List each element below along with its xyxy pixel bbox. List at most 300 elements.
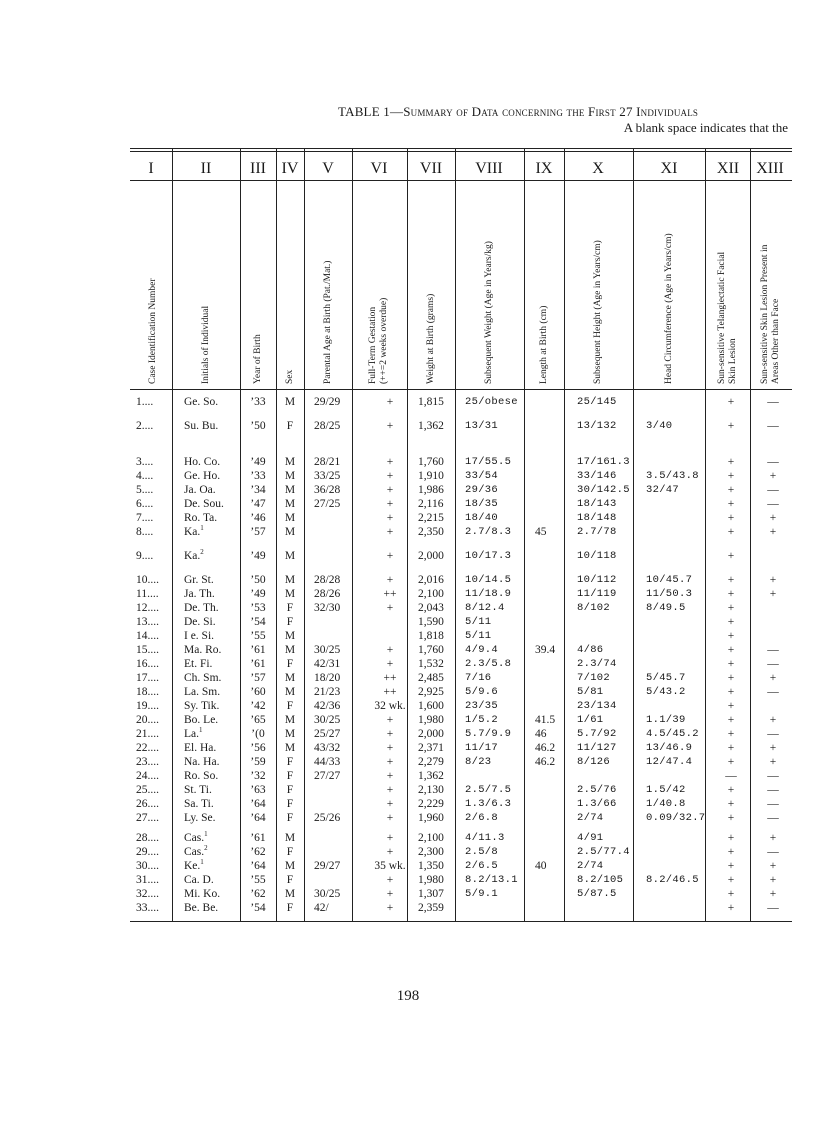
head-circumference: 3.5/43.8 bbox=[646, 470, 699, 482]
year-of-birth: ’61 bbox=[250, 644, 266, 656]
birth-weight: 1,307 bbox=[418, 888, 444, 900]
initials: Su. Bu. bbox=[184, 420, 219, 432]
column-number: XI bbox=[660, 160, 678, 177]
facial-lesion: + bbox=[727, 512, 735, 524]
initials: Na. Ha. bbox=[184, 756, 220, 768]
subsequent-height: 2.3/74 bbox=[577, 658, 617, 670]
facial-lesion: + bbox=[727, 574, 735, 586]
birth-weight: 1,815 bbox=[418, 396, 444, 408]
birth-weight: 2,000 bbox=[418, 550, 444, 562]
facial-lesion: + bbox=[727, 550, 735, 562]
birth-weight: 2,000 bbox=[418, 728, 444, 740]
birth-weight: 2,229 bbox=[418, 798, 444, 810]
head-circumference: 8.2/46.5 bbox=[646, 874, 699, 886]
sex: F bbox=[286, 784, 294, 796]
other-lesion: — bbox=[767, 420, 779, 432]
column-number: IX bbox=[535, 160, 553, 177]
initials: Bo. Le. bbox=[184, 714, 219, 726]
other-lesion: + bbox=[769, 714, 777, 726]
birth-length: 46.2 bbox=[535, 756, 556, 768]
birth-weight: 2,279 bbox=[418, 756, 444, 768]
table-title bbox=[338, 104, 698, 120]
year-of-birth: ’49 bbox=[250, 550, 266, 562]
sex: F bbox=[286, 846, 294, 858]
footnote-marker: 1 bbox=[199, 726, 203, 734]
sex: M bbox=[284, 630, 296, 642]
subsequent-height: 7/102 bbox=[577, 672, 611, 684]
column-header: Sex bbox=[285, 369, 295, 384]
initials: Ja. Oa. bbox=[184, 484, 216, 496]
column-number: V bbox=[322, 160, 334, 177]
initials: La. Sm. bbox=[184, 686, 221, 698]
subsequent-height: 2.7/78 bbox=[577, 526, 617, 538]
birth-weight: 2,300 bbox=[418, 846, 444, 858]
subsequent-weight: 5/9.6 bbox=[465, 686, 499, 698]
facial-lesion: + bbox=[727, 396, 735, 408]
birth-weight: 2,116 bbox=[418, 498, 444, 510]
year-of-birth: ’53 bbox=[250, 602, 266, 614]
footnote-marker: 2 bbox=[200, 548, 204, 556]
facial-lesion: + bbox=[727, 832, 735, 844]
other-lesion: — bbox=[767, 396, 779, 408]
other-lesion: + bbox=[769, 756, 777, 768]
subsequent-weight: 5/11 bbox=[465, 616, 492, 628]
other-lesion: + bbox=[769, 512, 777, 524]
facial-lesion: + bbox=[727, 658, 735, 670]
subsequent-height: 4/91 bbox=[577, 832, 604, 844]
gestation: + bbox=[386, 644, 394, 656]
birth-length: 40 bbox=[535, 860, 547, 872]
column-separator bbox=[407, 149, 408, 922]
initials: Sa. Ti. bbox=[184, 798, 214, 810]
column-header: Weight at Birth (grams) bbox=[426, 293, 436, 384]
bottom-rule bbox=[130, 921, 792, 922]
column-separator bbox=[633, 149, 634, 922]
gestation: + bbox=[386, 470, 394, 482]
parental-age: 28/25 bbox=[314, 420, 341, 432]
facial-lesion: + bbox=[727, 470, 735, 482]
gestation: ++ bbox=[383, 672, 397, 684]
gestation: + bbox=[386, 420, 394, 432]
case-id: 22.... bbox=[136, 742, 159, 754]
sex: M bbox=[284, 574, 296, 586]
subsequent-weight: 2/6.8 bbox=[465, 812, 499, 824]
sex: M bbox=[284, 714, 296, 726]
facial-lesion: + bbox=[727, 420, 735, 432]
case-id: 7.... bbox=[136, 512, 154, 524]
column-header: Length at Birth (cm) bbox=[539, 305, 549, 384]
case-id: 12.... bbox=[136, 602, 159, 614]
subsequent-weight: 10/17.3 bbox=[465, 550, 512, 562]
sex: M bbox=[284, 396, 296, 408]
case-id: 24.... bbox=[136, 770, 159, 782]
initials: Ge. So. bbox=[184, 396, 219, 408]
birth-weight: 2,350 bbox=[418, 526, 444, 538]
gestation: + bbox=[386, 888, 394, 900]
case-id: 31.... bbox=[136, 874, 159, 886]
subsequent-height: 10/112 bbox=[577, 574, 617, 586]
gestation: + bbox=[386, 770, 394, 782]
initials: Cas.$^2$ bbox=[184, 844, 208, 858]
facial-lesion: + bbox=[727, 602, 735, 614]
year-of-birth: ’49 bbox=[250, 456, 266, 468]
parental-age: 29/29 bbox=[314, 396, 341, 408]
subsequent-height: 18/143 bbox=[577, 498, 617, 510]
column-number: VI bbox=[370, 160, 388, 177]
other-lesion: — bbox=[767, 902, 779, 914]
subsequent-height: 25/145 bbox=[577, 396, 617, 408]
other-lesion: — bbox=[767, 798, 779, 810]
sex: F bbox=[286, 874, 294, 886]
gestation: + bbox=[386, 512, 394, 524]
birth-weight: 1,760 bbox=[418, 456, 444, 468]
subsequent-weight: 2/6.5 bbox=[465, 860, 499, 872]
facial-lesion: + bbox=[727, 874, 735, 886]
facial-lesion: + bbox=[727, 714, 735, 726]
top-rule bbox=[130, 148, 792, 149]
subsequent-height: 11/127 bbox=[577, 742, 617, 754]
initials: Ge. Ho. bbox=[184, 470, 221, 482]
parental-age: 44/33 bbox=[314, 756, 341, 768]
other-lesion: — bbox=[767, 644, 779, 656]
other-lesion: — bbox=[767, 728, 779, 740]
other-lesion: + bbox=[769, 574, 777, 586]
parental-age: 36/28 bbox=[314, 484, 341, 496]
column-header: (++=2 weeks overdue) bbox=[379, 297, 389, 384]
birth-weight: 1,910 bbox=[418, 470, 444, 482]
year-of-birth: ’33 bbox=[250, 470, 266, 482]
birth-weight: 1,980 bbox=[418, 714, 444, 726]
head-circumference: 5/45.7 bbox=[646, 672, 686, 684]
sex: F bbox=[286, 756, 294, 768]
case-id: 8.... bbox=[136, 526, 154, 538]
column-header: Parental Age at Birth (Pat./Mat.) bbox=[323, 260, 333, 384]
numbers-rule bbox=[130, 180, 792, 181]
initials: Mi. Ko. bbox=[184, 888, 221, 900]
column-separator bbox=[352, 149, 353, 922]
birth-length: 46.2 bbox=[535, 742, 556, 754]
subsequent-weight: 25/obese bbox=[465, 396, 518, 408]
parental-age: 18/20 bbox=[314, 672, 341, 684]
parental-age: 28/26 bbox=[314, 588, 341, 600]
case-id: 15.... bbox=[136, 644, 159, 656]
subsequent-weight: 11/18.9 bbox=[465, 588, 512, 600]
parental-age: 25/27 bbox=[314, 728, 341, 740]
column-header: Case Identification Number bbox=[148, 278, 158, 384]
subsequent-weight: 5/9.1 bbox=[465, 888, 499, 900]
initials: Ka.$^1$ bbox=[184, 524, 204, 538]
birth-weight: 2,485 bbox=[418, 672, 444, 684]
other-lesion: + bbox=[769, 672, 777, 684]
subsequent-weight: 7/16 bbox=[465, 672, 492, 684]
parental-age: 29/27 bbox=[314, 860, 341, 872]
case-id: 17.... bbox=[136, 672, 159, 684]
head-circumference: 0.09/32.7 bbox=[646, 812, 706, 824]
case-id: 20.... bbox=[136, 714, 159, 726]
sex: M bbox=[284, 832, 296, 844]
subsequent-height: 2/74 bbox=[577, 860, 604, 872]
other-lesion: — bbox=[767, 658, 779, 670]
initials: Ka.$^2$ bbox=[184, 548, 204, 562]
other-lesion: — bbox=[767, 770, 779, 782]
column-header: Sun-sensitive Telangiectatic Facial bbox=[717, 251, 727, 384]
sex: M bbox=[284, 456, 296, 468]
column-number: XII bbox=[716, 160, 740, 177]
subsequent-weight: 13/31 bbox=[465, 420, 499, 432]
subsequent-height: 4/86 bbox=[577, 644, 604, 656]
birth-weight: 2,100 bbox=[418, 832, 444, 844]
initials: Ch. Sm. bbox=[184, 672, 222, 684]
parental-age: 21/23 bbox=[314, 686, 341, 698]
gestation: + bbox=[386, 902, 394, 914]
other-lesion: + bbox=[769, 874, 777, 886]
year-of-birth: ’62 bbox=[250, 846, 266, 858]
gestation: + bbox=[386, 574, 394, 586]
head-circumference: 8/49.5 bbox=[646, 602, 686, 614]
year-of-birth: ’49 bbox=[250, 588, 266, 600]
sex: F bbox=[286, 658, 294, 670]
subsequent-height: 33/146 bbox=[577, 470, 617, 482]
column-header: Initials of Individual bbox=[201, 305, 211, 384]
gestation: + bbox=[386, 396, 394, 408]
header-rule bbox=[130, 389, 792, 390]
year-of-birth: ’62 bbox=[250, 888, 266, 900]
facial-lesion: + bbox=[727, 686, 735, 698]
other-lesion: — bbox=[767, 456, 779, 468]
case-id: 23.... bbox=[136, 756, 159, 768]
case-id: 19.... bbox=[136, 700, 159, 712]
gestation: + bbox=[386, 456, 394, 468]
sex: M bbox=[284, 888, 296, 900]
case-id: 18.... bbox=[136, 686, 159, 698]
column-number: XIII bbox=[756, 160, 784, 177]
birth-weight: 2,371 bbox=[418, 742, 444, 754]
gestation: + bbox=[386, 728, 394, 740]
gestation: + bbox=[386, 874, 394, 886]
other-lesion: + bbox=[769, 588, 777, 600]
subsequent-height: 10/118 bbox=[577, 550, 617, 562]
other-lesion: + bbox=[769, 860, 777, 872]
column-separator bbox=[276, 149, 277, 922]
gestation: + bbox=[386, 526, 394, 538]
column-number: III bbox=[250, 160, 266, 177]
gestation: ++ bbox=[383, 686, 397, 698]
case-id: 28.... bbox=[136, 832, 159, 844]
year-of-birth: ’55 bbox=[250, 630, 266, 642]
year-of-birth: ’47 bbox=[250, 498, 266, 510]
footnote-marker: 1 bbox=[200, 858, 204, 866]
case-id: 33.... bbox=[136, 902, 159, 914]
head-circumference: 1/40.8 bbox=[646, 798, 686, 810]
sex: M bbox=[284, 728, 296, 740]
parental-age: 30/25 bbox=[314, 888, 341, 900]
facial-lesion: + bbox=[727, 902, 735, 914]
year-of-birth: ’59 bbox=[250, 756, 266, 768]
subsequent-weight: 8/23 bbox=[465, 756, 492, 768]
subsequent-height: 5.7/92 bbox=[577, 728, 617, 740]
year-of-birth: ’61 bbox=[250, 832, 266, 844]
sex: M bbox=[284, 742, 296, 754]
initials: St. Ti. bbox=[184, 784, 212, 796]
case-id: 6.... bbox=[136, 498, 154, 510]
sex: M bbox=[284, 588, 296, 600]
facial-lesion: + bbox=[727, 498, 735, 510]
column-separator bbox=[455, 149, 456, 922]
initials: Ro. Ta. bbox=[184, 512, 218, 524]
sex: F bbox=[286, 616, 294, 628]
year-of-birth: ’64 bbox=[250, 812, 266, 824]
parental-age: 42/31 bbox=[314, 658, 341, 670]
sex: F bbox=[286, 902, 294, 914]
parental-age: 27/25 bbox=[314, 498, 341, 510]
year-of-birth: ’33 bbox=[250, 396, 266, 408]
table-title-text: Summary of Data concerning the First 27 Individuals bbox=[403, 104, 699, 119]
head-circumference: 13/46.9 bbox=[646, 742, 693, 754]
birth-weight: 1,362 bbox=[418, 770, 444, 782]
subsequent-weight: 1/5.2 bbox=[465, 714, 499, 726]
parental-age: 30/25 bbox=[314, 714, 341, 726]
sex: F bbox=[286, 798, 294, 810]
birth-weight: 1,600 bbox=[418, 700, 444, 712]
parental-age: 42/36 bbox=[314, 700, 341, 712]
subsequent-weight: 23/35 bbox=[465, 700, 499, 712]
sex: M bbox=[284, 550, 296, 562]
other-lesion: + bbox=[769, 470, 777, 482]
gestation: + bbox=[386, 798, 394, 810]
year-of-birth: ’34 bbox=[250, 484, 266, 496]
birth-weight: 1,590 bbox=[418, 616, 444, 628]
year-of-birth: ’54 bbox=[250, 902, 266, 914]
facial-lesion: + bbox=[727, 784, 735, 796]
year-of-birth: ’57 bbox=[250, 672, 266, 684]
subsequent-height: 8/126 bbox=[577, 756, 611, 768]
gestation: 35 wk. bbox=[374, 860, 406, 872]
column-separator bbox=[524, 149, 525, 922]
subsequent-height: 30/142.5 bbox=[577, 484, 630, 496]
gestation: + bbox=[386, 498, 394, 510]
initials: De. Th. bbox=[184, 602, 219, 614]
year-of-birth: ’50 bbox=[250, 574, 266, 586]
page-number: 198 bbox=[396, 988, 420, 1004]
birth-weight: 1,818 bbox=[418, 630, 444, 642]
subsequent-weight: 8/12.4 bbox=[465, 602, 505, 614]
sex: M bbox=[284, 526, 296, 538]
subsequent-height: 8.2/105 bbox=[577, 874, 624, 886]
initials: Ho. Co. bbox=[184, 456, 221, 468]
birth-weight: 2,043 bbox=[418, 602, 444, 614]
parental-age: 25/26 bbox=[314, 812, 341, 824]
column-separator bbox=[304, 149, 305, 922]
sex: F bbox=[286, 420, 294, 432]
facial-lesion: + bbox=[727, 742, 735, 754]
birth-weight: 2,016 bbox=[418, 574, 444, 586]
parental-age: 42/ bbox=[314, 902, 329, 914]
column-number: X bbox=[592, 160, 604, 177]
column-header: Subsequent Height (Age in Years/cm) bbox=[593, 240, 603, 384]
column-header: Head Circumference (Age in Years/cm) bbox=[664, 233, 674, 384]
gestation: + bbox=[386, 812, 394, 824]
case-id: 14.... bbox=[136, 630, 159, 642]
birth-weight: 2,925 bbox=[418, 686, 444, 698]
subsequent-height: 5/87.5 bbox=[577, 888, 617, 900]
subsequent-weight: 4/9.4 bbox=[465, 644, 499, 656]
case-id: 25.... bbox=[136, 784, 159, 796]
year-of-birth: ’64 bbox=[250, 798, 266, 810]
facial-lesion: + bbox=[727, 588, 735, 600]
subsequent-height: 17/161.3 bbox=[577, 456, 630, 468]
column-separator bbox=[240, 149, 241, 922]
initials: Ca. D. bbox=[184, 874, 214, 886]
head-circumference: 4.5/45.2 bbox=[646, 728, 699, 740]
subsequent-height: 5/81 bbox=[577, 686, 604, 698]
subsequent-height: 2.5/77.4 bbox=[577, 846, 630, 858]
top-rule-double bbox=[130, 151, 792, 152]
subsequent-weight: 18/40 bbox=[465, 512, 499, 524]
birth-length: 46 bbox=[535, 728, 547, 740]
other-lesion: — bbox=[767, 484, 779, 496]
parental-age: 43/32 bbox=[314, 742, 341, 754]
gestation: + bbox=[386, 714, 394, 726]
birth-weight: 1,532 bbox=[418, 658, 444, 670]
head-circumference: 1.1/39 bbox=[646, 714, 686, 726]
head-circumference: 1.5/42 bbox=[646, 784, 686, 796]
gestation: + bbox=[386, 742, 394, 754]
case-id: 27.... bbox=[136, 812, 159, 824]
case-id: 1.... bbox=[136, 396, 154, 408]
subsequent-weight: 2.7/8.3 bbox=[465, 526, 512, 538]
birth-weight: 2,100 bbox=[418, 588, 444, 600]
birth-weight: 1,350 bbox=[418, 860, 444, 872]
sex: M bbox=[284, 860, 296, 872]
sex: M bbox=[284, 672, 296, 684]
head-circumference: 10/45.7 bbox=[646, 574, 693, 586]
sex: M bbox=[284, 498, 296, 510]
subsequent-weight: 5.7/9.9 bbox=[465, 728, 512, 740]
column-number: II bbox=[200, 160, 212, 177]
subsequent-weight: 17/55.5 bbox=[465, 456, 512, 468]
birth-weight: 2,215 bbox=[418, 512, 444, 524]
subsequent-height: 18/148 bbox=[577, 512, 617, 524]
footnote-marker: 1 bbox=[204, 830, 208, 838]
case-id: 5.... bbox=[136, 484, 154, 496]
subsequent-weight: 5/11 bbox=[465, 630, 492, 642]
year-of-birth: ’56 bbox=[250, 742, 266, 754]
sex: F bbox=[286, 700, 294, 712]
facial-lesion: + bbox=[727, 644, 735, 656]
column-number: VIII bbox=[475, 160, 503, 177]
sex: M bbox=[284, 644, 296, 656]
year-of-birth: ’55 bbox=[250, 874, 266, 886]
initials: De. Si. bbox=[184, 616, 216, 628]
facial-lesion: + bbox=[727, 700, 735, 712]
head-circumference: 12/47.4 bbox=[646, 756, 693, 768]
subsequent-height: 2/74 bbox=[577, 812, 604, 824]
birth-weight: 2,130 bbox=[418, 784, 444, 796]
year-of-birth: ’61 bbox=[250, 658, 266, 670]
facial-lesion: + bbox=[727, 846, 735, 858]
other-lesion: — bbox=[767, 784, 779, 796]
birth-weight: 1,960 bbox=[418, 812, 444, 824]
head-circumference: 5/43.2 bbox=[646, 686, 686, 698]
column-header: Skin Lesion bbox=[728, 338, 738, 384]
head-circumference: 3/40 bbox=[646, 420, 673, 432]
initials: Ly. Se. bbox=[184, 812, 216, 824]
gestation: ++ bbox=[383, 588, 397, 600]
footnote-marker: 2 bbox=[204, 844, 208, 852]
year-of-birth: ’63 bbox=[250, 784, 266, 796]
parental-age: 28/21 bbox=[314, 456, 341, 468]
subsequent-weight: 2.5/8 bbox=[465, 846, 499, 858]
